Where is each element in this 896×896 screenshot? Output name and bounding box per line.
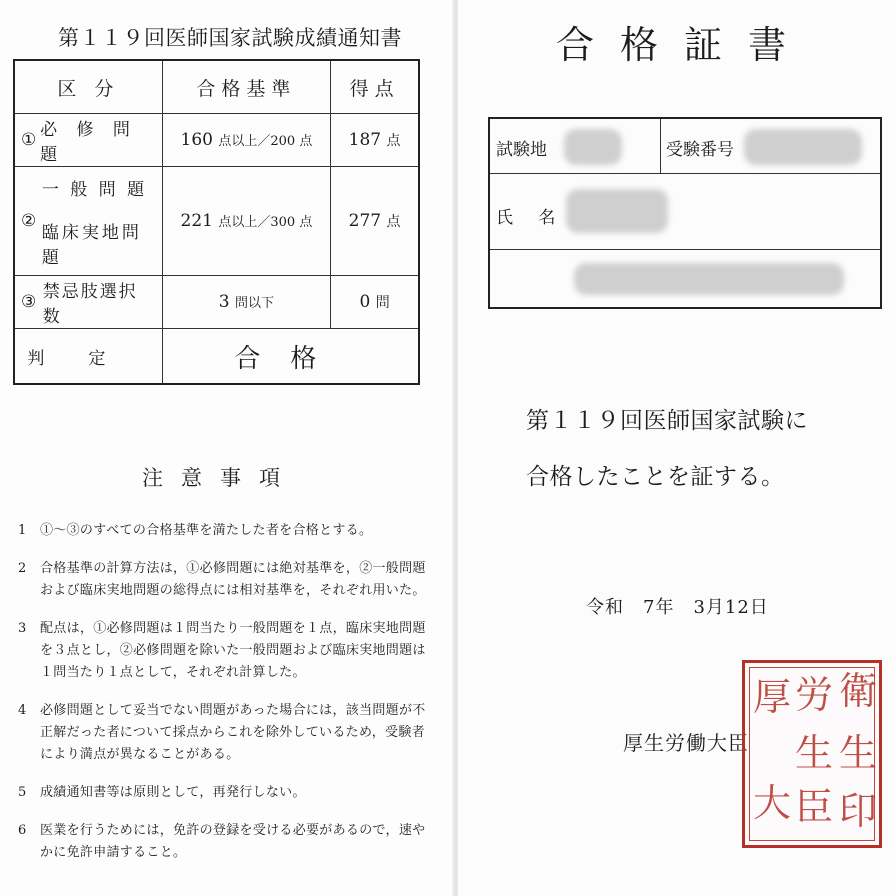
score-value: 277: [348, 211, 382, 231]
score-table: [13, 59, 420, 385]
note-text: 合格基準の計算方法は，①必修問題には絶対基準を，②一般問題および臨床実地問題の総得点には相対基準を，それぞれ用いた。: [40, 561, 426, 598]
redacted-name: [566, 189, 668, 233]
note-number: 3: [18, 621, 27, 636]
note-number: 1: [18, 523, 27, 538]
redacted-field: [574, 263, 844, 295]
note-number: 2: [18, 561, 27, 576]
notice-title: 第１１９回医師国家試験成績通知書: [58, 26, 402, 50]
table-row: [14, 276, 419, 329]
seal-glyph: 労: [795, 673, 834, 717]
note-number: 5: [18, 785, 27, 800]
judgement-row: [14, 329, 419, 385]
category-label-clinical: 臨床実地問題: [41, 222, 142, 268]
criterion-cell: [162, 276, 330, 329]
note-text: 成績通知書等は原則として，再発行しない。: [40, 785, 306, 800]
score-unit: 点: [386, 214, 401, 230]
examinee-info-box: [488, 117, 882, 309]
seal-glyph: 大: [753, 781, 792, 825]
official-seal: [742, 660, 882, 848]
notes-title: 注意事項: [142, 466, 298, 490]
row-number: ①: [21, 130, 37, 150]
score-value: 0: [359, 292, 371, 312]
statement-line-2: 合格したことを証する。: [526, 464, 785, 490]
score-value: 187: [348, 130, 382, 150]
header-score: 得点: [331, 60, 419, 114]
list-item: [18, 520, 438, 542]
note-text: 配点は，①必修問題は１問当たり一般問題を１点，臨床実地問題を３点とし，②必修問題を除いた一般問題および臨床実地問題は１問当たり１点として，それぞれ計算した。: [40, 621, 426, 680]
note-text: 医業を行うためには，免許の登録を受ける必要があるので，速やかに免許申請すること。: [40, 823, 426, 860]
seal-glyph: 生: [795, 731, 834, 775]
seal-glyph: 印: [839, 789, 878, 833]
judgement-value: 合格: [162, 329, 419, 385]
list-item: [18, 618, 438, 684]
list-item: [18, 558, 438, 602]
criterion-number: 221: [180, 211, 213, 231]
note-number: 6: [18, 823, 27, 838]
notes-list: [18, 520, 438, 880]
judgement-label: 判定: [14, 329, 162, 385]
certificate-title: 合格証書: [556, 23, 813, 67]
table-row: [14, 167, 419, 276]
score-cell: [331, 276, 419, 329]
seal-glyph: 生: [839, 731, 878, 775]
list-item: [18, 782, 438, 804]
issuer-name: 厚生労働大臣: [623, 731, 749, 755]
criterion-number: 3: [218, 292, 230, 312]
note-text: ①～③のすべての合格基準を満たした者を合格とする。: [40, 523, 373, 538]
statement-line-1: 第１１９回医師国家試験に: [526, 408, 808, 434]
category-label: 禁忌肢選択数: [42, 282, 138, 327]
seal-glyph: 厚: [753, 675, 792, 719]
criterion-text: 問以下: [235, 296, 275, 311]
note-text: 必修問題として妥当でない問題があった場合には，該当問題が不正解だった者について採点からこれを除外しているため，受験者により満点が異なることがある。: [40, 703, 426, 762]
certificate-page: [458, 0, 896, 896]
seal-glyph: 臣: [795, 785, 834, 829]
criterion-cell: [162, 114, 330, 167]
table-header-row: [14, 60, 419, 114]
score-cell: [331, 114, 419, 167]
list-item: [18, 700, 438, 766]
name-label: 氏 名: [496, 208, 566, 228]
score-unit: 問: [375, 295, 390, 311]
certificate-statement: [526, 393, 808, 505]
category-cell: [14, 276, 162, 329]
header-criterion: 合格基準: [162, 60, 330, 114]
criterion-text: 点以上／200 点: [218, 134, 313, 149]
issue-date: 令和 7年 3月12日: [586, 597, 769, 618]
exam-site-label: 試験地: [496, 140, 547, 160]
seal-glyph: 衛: [839, 669, 878, 713]
category-label-general: 一 般 問 題: [41, 179, 148, 200]
list-item: [18, 820, 438, 864]
category-label: 必 修 問 題: [40, 120, 137, 165]
criterion-cell: [162, 167, 330, 276]
criterion-text: 点以上／300 点: [218, 215, 313, 230]
redacted-exam-number: [744, 129, 862, 165]
exam-number-label: 受験番号: [666, 140, 734, 160]
score-cell: [331, 167, 419, 276]
cell-divider: [660, 119, 661, 173]
table-row: [14, 114, 419, 167]
row-number: ②: [21, 211, 37, 231]
header-category: 区 分: [14, 60, 162, 114]
row-number: ③: [21, 292, 37, 312]
note-number: 4: [18, 703, 27, 718]
category-cell: [14, 167, 162, 276]
category-cell: [14, 114, 162, 167]
redacted-exam-site: [564, 129, 622, 165]
criterion-number: 160: [180, 130, 213, 150]
score-unit: 点: [386, 133, 401, 149]
